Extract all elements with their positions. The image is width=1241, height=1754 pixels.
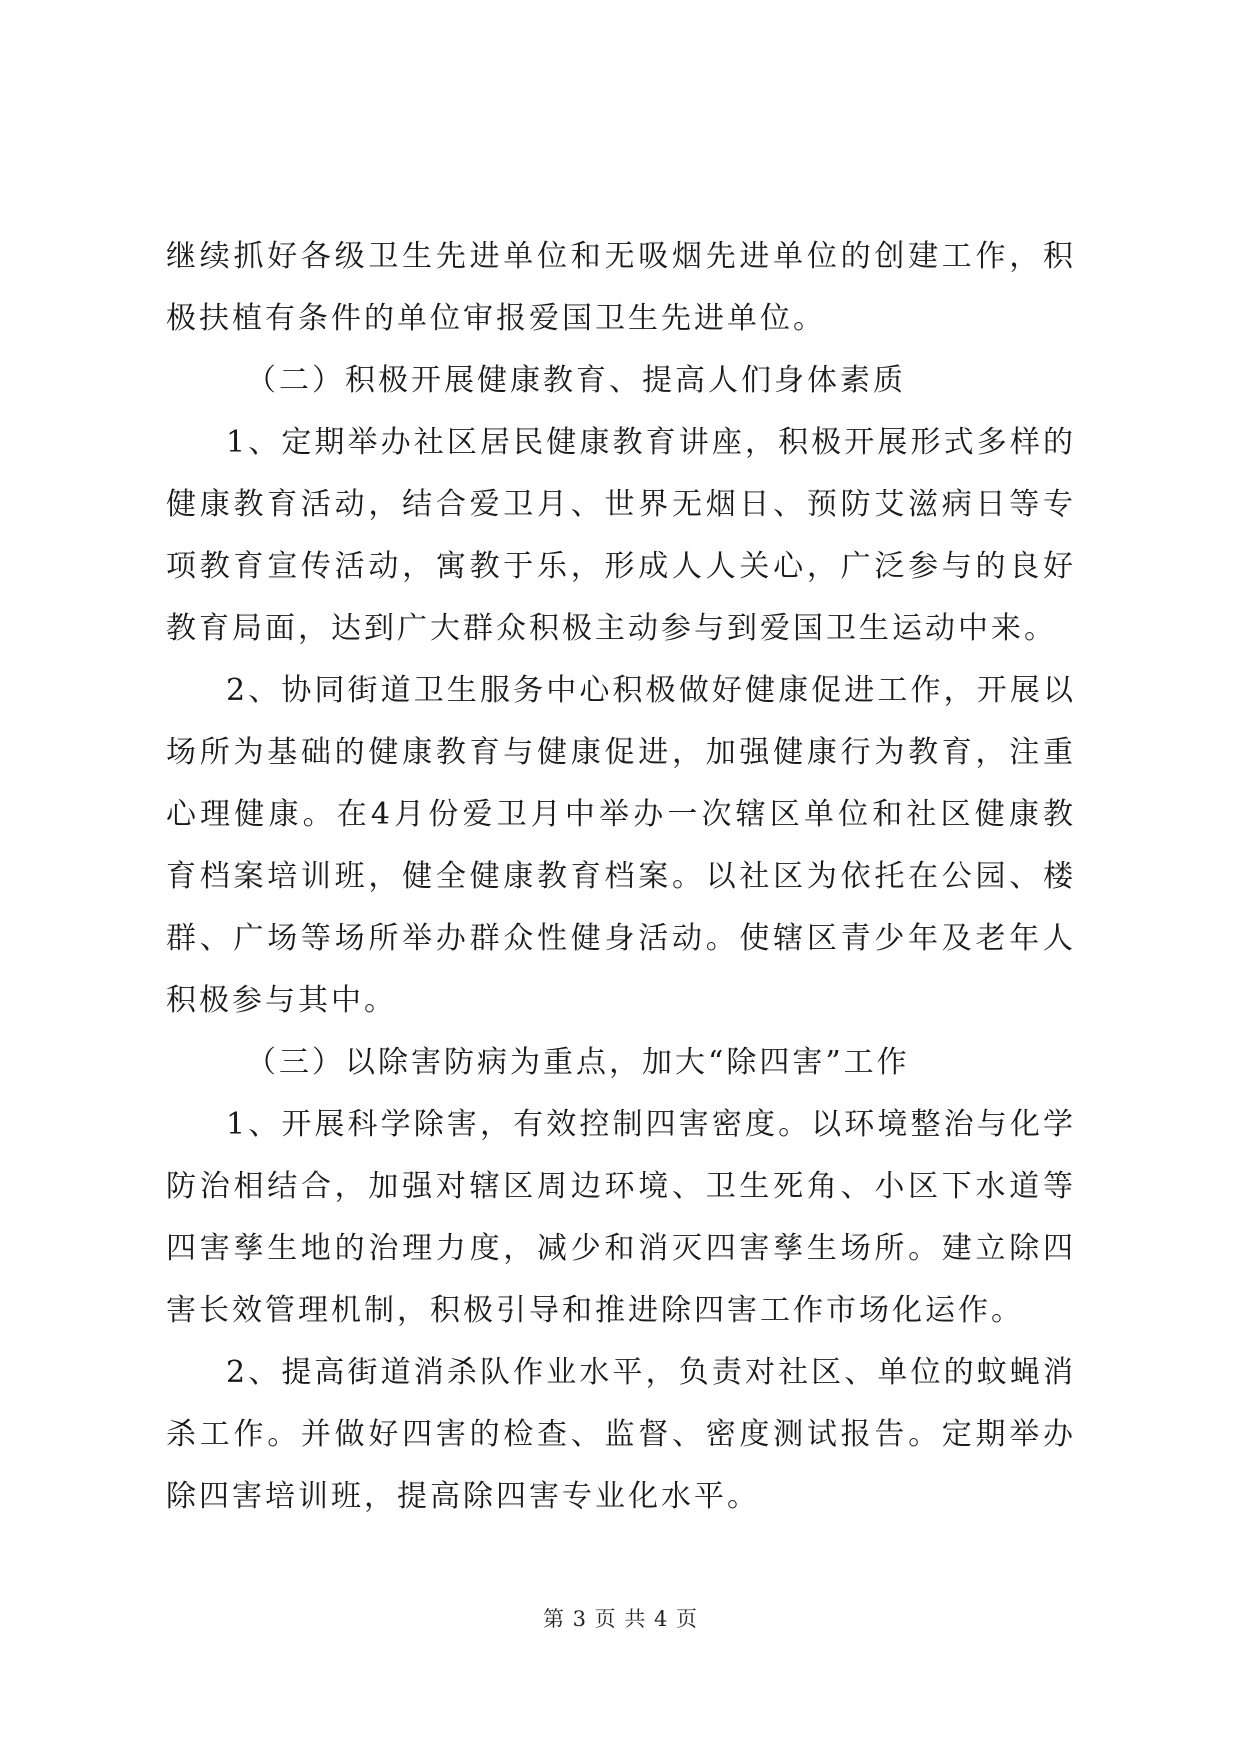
section-heading-two: （二）积极开展健康教育、提高人们身体素质 <box>246 363 906 398</box>
paragraph-item-1: 1、定期举办社区居民健康教育讲座，积极开展形式多样的健康教育活动，结合爱卫月、世界无烟日、预防艾滋病日等专项教育宣传活动，寓教于乐，形成人人关心，广泛参与的良好教育局面，达到广大群众积极主动参与到爱国卫生运动中来。 <box>166 425 1076 646</box>
paragraph-continuation: 继续抓好各级卫生先进单位和无吸烟先进单位的创建工作，积极扶植有条件的单位审报爱国卫生先进单位。 <box>166 239 1076 336</box>
section-heading-three: （三）以除害防病为重点，加大“除四害”工作 <box>246 1045 910 1080</box>
paragraph-item-1-b: 1、开展科学除害，有效控制四害密度。以环境整治与化学防治相结合，加强对辖区周边环境、卫生死角、小区下水道等四害孳生地的治理力度，减少和消灭四害孳生场所。建立除四害长效管理机制，积极引导和推进除四害工作市场化运作。 <box>166 1107 1076 1328</box>
paragraph-item-2-b: 2、提高街道消杀队作业水平，负责对社区、单位的蚊蝇消杀工作。并做好四害的检查、监督、密度测试报告。定期举办除四害培训班，提高除四害专业化水平。 <box>166 1355 1076 1514</box>
paragraph-item-2: 2、协同街道卫生服务中心积极做好健康促进工作，开展以场所为基础的健康教育与健康促进，加强健康行为教育，注重心理健康。在4月份爱卫月中举办一次辖区单位和社区健康教育档案培训班，健全健康教育档案。以社区为依托在公园、楼群、广场等场所举办群众性健身活动。使辖区青少年及老年人积极参与其中。 <box>166 673 1076 1018</box>
page-number-footer: 第 3 页 共 4 页 <box>542 1607 699 1631</box>
document-body <box>166 226 1076 1528</box>
